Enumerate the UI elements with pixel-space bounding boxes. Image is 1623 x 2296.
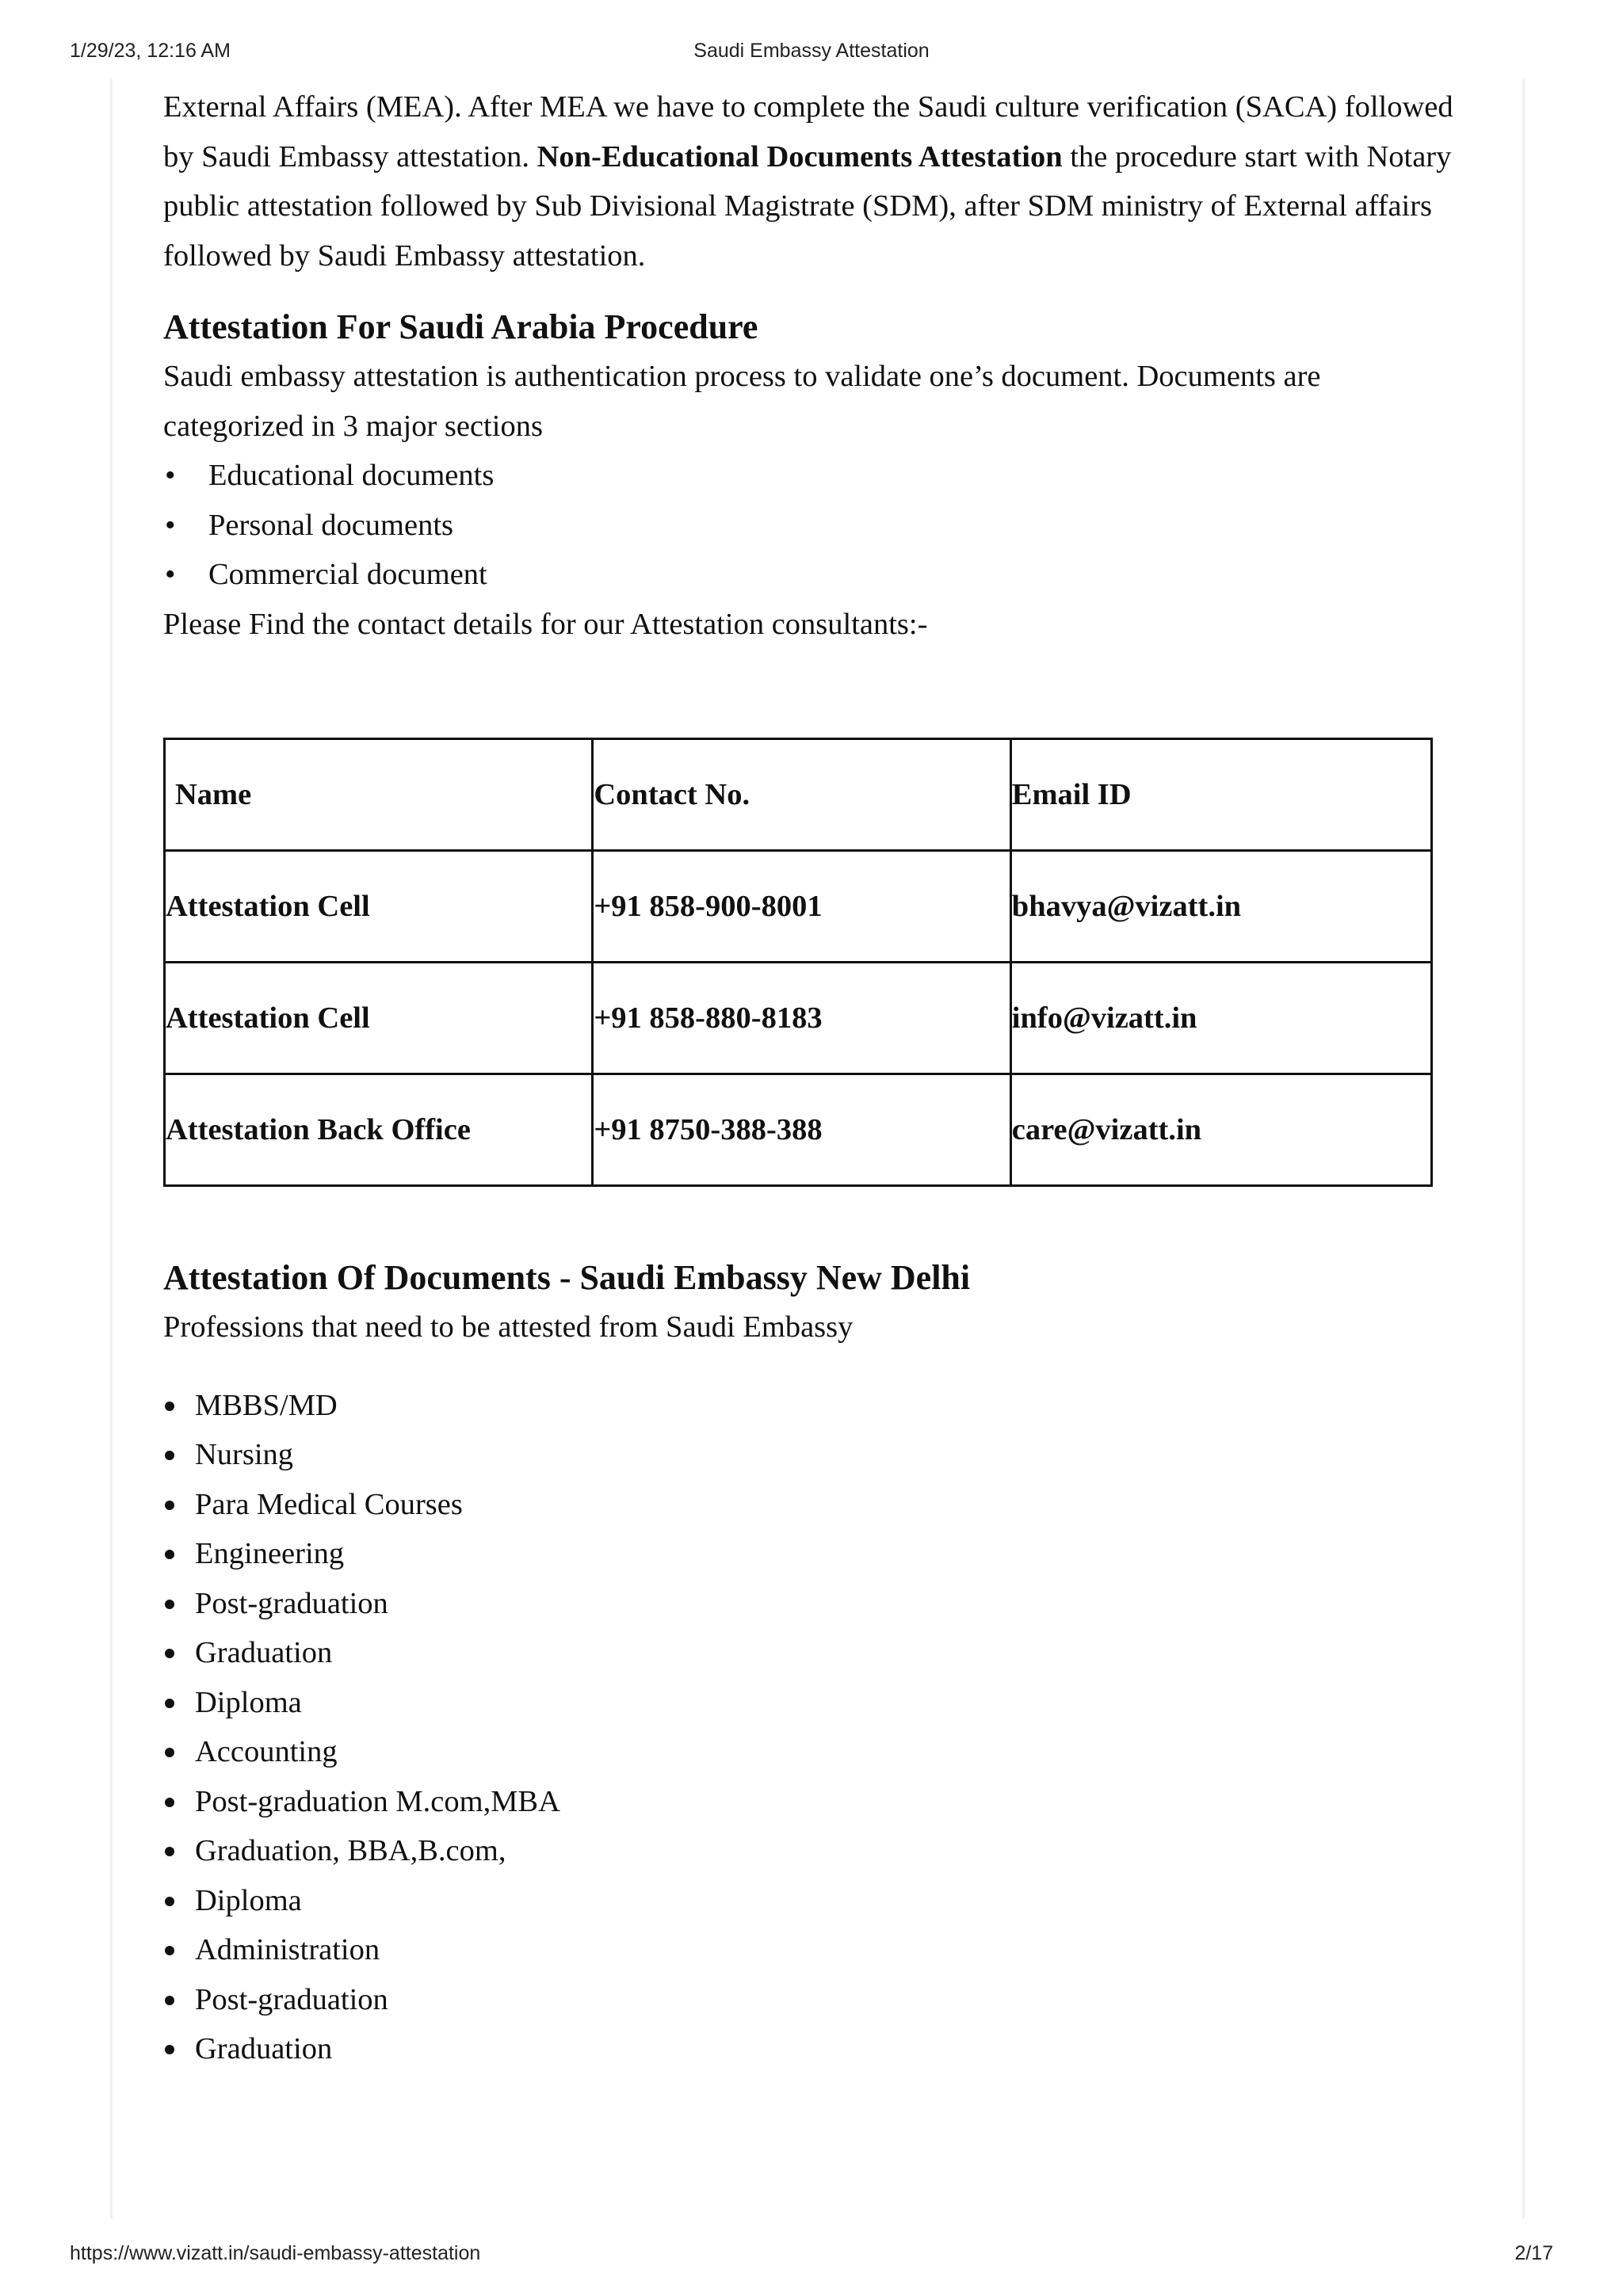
list-item: Diploma bbox=[195, 1876, 1463, 1926]
list-item: Post-graduation M.com,MBA bbox=[195, 1777, 1463, 1827]
procedure-paragraph: Saudi embassy attestation is authentication process to validate one’s document. Documents are categorized in 3 major sections bbox=[163, 360, 1321, 443]
contacts-table bbox=[163, 738, 1433, 1187]
list-item: Administration bbox=[195, 1925, 1463, 1975]
contact-intro: Please Find the contact details for our Attestation consultants:- bbox=[163, 607, 928, 641]
list-item: Post-graduation bbox=[195, 1975, 1463, 2025]
list-item bbox=[163, 550, 1463, 600]
print-header bbox=[0, 40, 1623, 68]
print-url: https://www.vizatt.in/saudi-embassy-attestation bbox=[70, 2242, 481, 2264]
header-contact: Contact No. bbox=[593, 739, 1010, 851]
intro-text-2: the procedure start with Notary public attestation followed by Sub Divisional Magistrate (SDM), after SDM ministry of External affairs followed by Saudi Embassy attestation. bbox=[163, 139, 1452, 273]
document-categories-list bbox=[163, 451, 1463, 600]
bullet-icon: • bbox=[165, 459, 176, 492]
professions-paragraph: Professions that need to be attested from Saudi Embassy bbox=[163, 1310, 854, 1344]
list-item: Accounting bbox=[195, 1727, 1463, 1777]
list-item: Diploma bbox=[195, 1678, 1463, 1728]
list-item: Para Medical Courses bbox=[195, 1480, 1463, 1530]
list-item: Graduation bbox=[195, 2024, 1463, 2074]
intro-paragraph bbox=[163, 82, 1463, 280]
intro-bold-text: Non-Educational Documents Attestation bbox=[537, 139, 1063, 174]
bullet-icon: • bbox=[165, 508, 176, 542]
professions-list bbox=[163, 1381, 1463, 2074]
list-item: Post-graduation bbox=[195, 1579, 1463, 1629]
article-content bbox=[163, 82, 1463, 2074]
list-item: MBBS/MD bbox=[195, 1381, 1463, 1431]
list-item: Engineering bbox=[195, 1529, 1463, 1579]
cell-name: Attestation Cell bbox=[165, 963, 593, 1074]
list-item: Graduation, BBA,B.com, bbox=[195, 1826, 1463, 1876]
list-item: Graduation bbox=[195, 1628, 1463, 1678]
cell-email: info@vizatt.in bbox=[1010, 963, 1431, 1074]
print-page-number: 2/17 bbox=[1514, 2242, 1553, 2264]
list-item-label: Educational documents bbox=[208, 459, 495, 492]
procedure-heading: Attestation For Saudi Arabia Procedure bbox=[163, 307, 758, 346]
table-row bbox=[165, 1074, 1432, 1186]
print-title: Saudi Embassy Attestation bbox=[693, 40, 930, 62]
cell-email: bhavya@vizatt.in bbox=[1010, 851, 1431, 963]
intro-text-1: External Affairs (MEA). After MEA we have to complete the Saudi culture verification (SACA) followed by Saudi Embassy attestation. bbox=[163, 90, 1453, 174]
page-border-right bbox=[1522, 79, 1525, 2218]
page-border-left bbox=[110, 79, 113, 2218]
bullet-icon: • bbox=[165, 558, 176, 591]
print-datetime: 1/29/23, 12:16 AM bbox=[70, 40, 231, 62]
list-item: Nursing bbox=[195, 1430, 1463, 1480]
cell-email: care@vizatt.in bbox=[1010, 1074, 1431, 1186]
list-item-label: Commercial document bbox=[208, 558, 487, 591]
cell-phone: +91 8750-388-388 bbox=[593, 1074, 1010, 1186]
cell-name: Attestation Cell bbox=[165, 851, 593, 963]
header-email: Email ID bbox=[1010, 739, 1431, 851]
list-item bbox=[163, 451, 1463, 501]
list-item-label: Personal documents bbox=[208, 508, 454, 542]
table-header-row bbox=[165, 739, 1432, 851]
cell-phone: +91 858-900-8001 bbox=[593, 851, 1010, 963]
print-footer bbox=[0, 2242, 1623, 2271]
cell-name: Attestation Back Office bbox=[165, 1074, 593, 1186]
table-row bbox=[165, 851, 1432, 963]
list-item bbox=[163, 501, 1463, 551]
header-name: Name bbox=[165, 739, 593, 851]
cell-phone: +91 858-880-8183 bbox=[593, 963, 1010, 1074]
delhi-heading: Attestation Of Documents - Saudi Embassy New Delhi bbox=[163, 1258, 971, 1297]
table-row bbox=[165, 963, 1432, 1074]
